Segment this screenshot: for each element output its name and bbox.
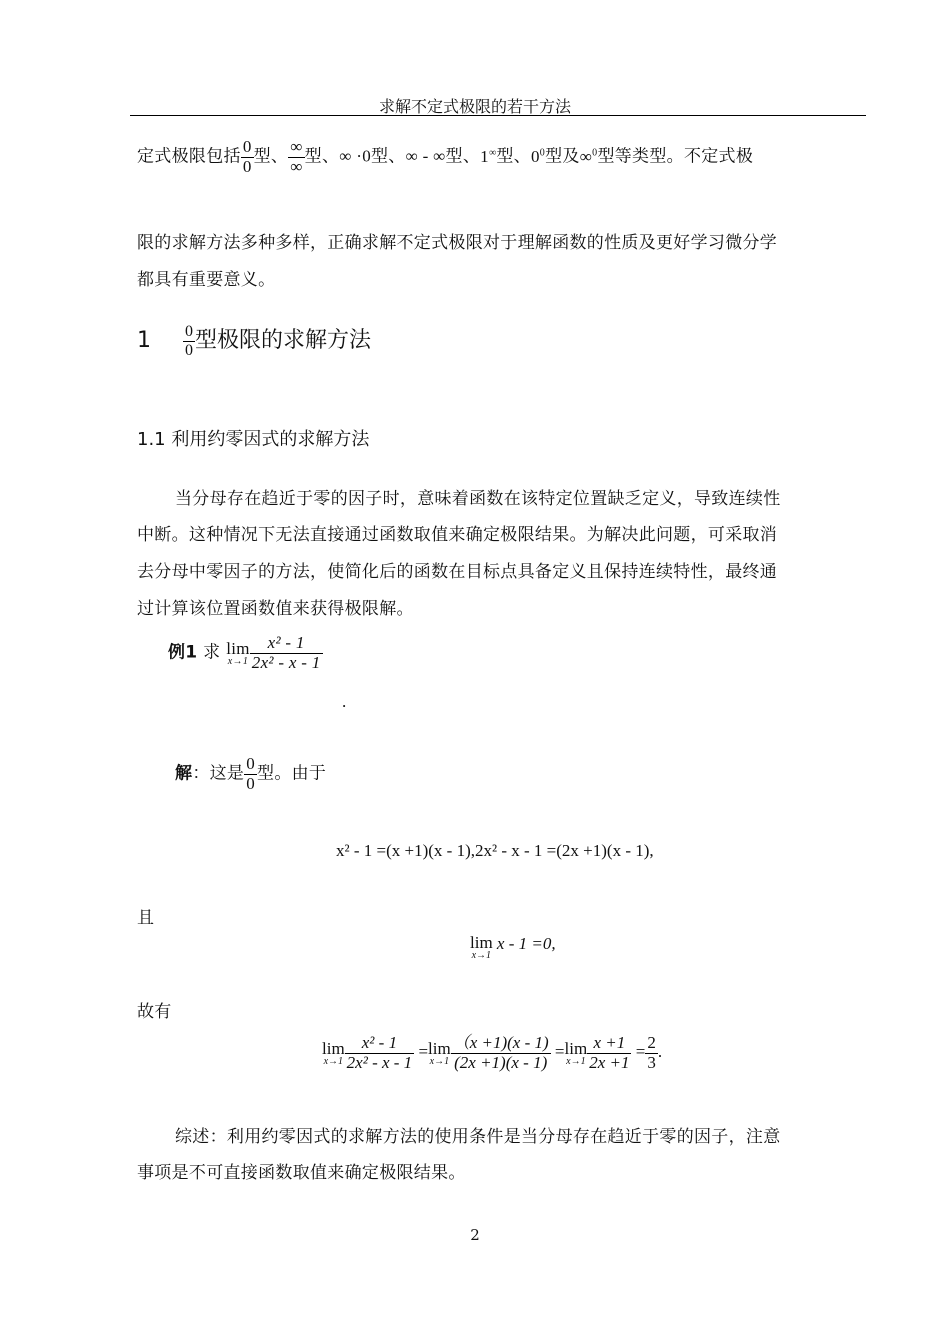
equals-sign: = — [554, 1042, 565, 1062]
paragraph-line: 当分母存在趋近于零的因子时，意味着函数在该特定位置缺乏定义，导致连续性 — [175, 489, 781, 509]
intro-line-2: 限的求解方法多种多样，正确求解不定式极限对于理解函数的性质及更好学习微分学 — [137, 233, 778, 253]
fraction-denominator: 2x² - x - 1 — [346, 1052, 413, 1072]
zero-over-zero-fraction — [183, 323, 195, 359]
running-header: 求解不定式极限的若干方法 — [378, 97, 571, 116]
power-exponent: 0 — [592, 147, 598, 159]
limit-operator — [322, 1040, 345, 1067]
fraction-denominator: 0 — [246, 773, 256, 793]
power-exponent: ∞ — [488, 147, 497, 159]
one-to-inf — [480, 147, 496, 166]
section-1-heading — [137, 323, 371, 359]
solution-line — [175, 755, 326, 793]
fraction-denominator: 2x +1 — [589, 1052, 630, 1072]
fraction-numerator: 0 — [246, 754, 256, 773]
fraction-numerator: 0 — [185, 323, 193, 340]
fraction-denominator: 0 — [185, 341, 193, 359]
power-base: 1 — [480, 146, 489, 166]
example-label: 例1 — [168, 642, 198, 663]
fraction-3 — [587, 1034, 631, 1072]
fraction-numerator: x +1 — [593, 1033, 626, 1052]
solution-label: 解 — [175, 763, 193, 784]
intro-prefix: 定式极限包括 — [137, 146, 241, 167]
section-title: 型极限的求解方法 — [195, 328, 372, 354]
page-number: 2 — [470, 1226, 480, 1244]
limit-operator — [226, 640, 250, 667]
and-label: 且 — [137, 908, 155, 928]
lim-subscript: x→1 — [227, 655, 249, 667]
paragraph-line: 过计算该位置函数值来获得极限解。 — [137, 599, 414, 619]
fraction-denominator: (2x +1)(x - 1) — [451, 1053, 551, 1073]
fraction-denominator: 3 — [647, 1052, 656, 1072]
fraction-2 — [451, 1034, 551, 1072]
result-equation — [322, 1034, 662, 1072]
lim-text: lim — [428, 1038, 451, 1058]
fraction-numerator: 2 — [647, 1033, 656, 1052]
zero-over-zero-fraction — [244, 755, 257, 793]
therefore-label: 故有 — [137, 1002, 172, 1022]
fraction-denominator: 0 — [242, 156, 252, 176]
lim-subscript: x→1 — [429, 1055, 450, 1067]
inf-to-zero — [580, 147, 598, 166]
factorization-equation: x² - 1 =(x +1)(x - 1),2x² - x - 1 =(2x +1)(x - 1), — [336, 841, 654, 860]
intro-line-1 — [137, 138, 753, 176]
inf-minus-inf: ∞ - ∞ — [405, 146, 446, 166]
fraction-denominator: 2x² - x - 1 — [251, 652, 321, 672]
solution-text: 型。由于 — [257, 763, 327, 784]
fraction-numerator: ∞ — [290, 137, 303, 156]
equation-end: . — [657, 1042, 663, 1062]
fraction-numerator: x² - 1 — [361, 1033, 398, 1052]
inf-times-zero: ∞ ·0 — [339, 146, 371, 166]
type-separator: 型、 — [496, 146, 531, 167]
type-separator: 型、 — [371, 146, 406, 167]
equals-sign: = — [635, 1042, 646, 1062]
limit-expression: x - 1 =0, — [496, 934, 556, 953]
example-period: . — [342, 692, 347, 711]
limit-operator — [565, 1040, 588, 1067]
power-base: 0 — [530, 146, 540, 166]
paragraph-line: 中断。这种情况下无法直接通过函数取值来确定极限结果。为解决此问题，可采取消 — [137, 525, 778, 545]
lim-subscript: x→1 — [323, 1055, 344, 1067]
type-separator: 型、 — [304, 146, 340, 167]
example-verb: 求 — [203, 642, 221, 663]
lim-subscript: x→1 — [566, 1055, 586, 1067]
intro-line-3: 都具有重要意义。 — [137, 270, 276, 290]
inf-over-inf-fraction — [288, 138, 304, 176]
type-separator: 型、 — [445, 146, 481, 167]
zero-to-zero — [531, 147, 545, 166]
solution-text: ：这是 — [192, 763, 245, 784]
intro-suffix: 型等类型。不定式极 — [597, 146, 754, 167]
header-rule — [130, 115, 866, 116]
section-1-1-heading: 1.1 利用约零因式的求解方法 — [137, 429, 370, 450]
section-number: 1 — [137, 328, 151, 354]
fraction-1 — [345, 1034, 415, 1072]
fraction-result — [645, 1034, 658, 1072]
fraction-numerator: （x +1)(x - 1) — [452, 1033, 549, 1052]
lim-text: lim — [226, 638, 250, 658]
limit-operator — [428, 1040, 451, 1067]
lim-text: lim — [322, 1038, 345, 1058]
summary-line: 综述：利用约零因式的求解方法的使用条件是当分母存在趋近于零的因子，注意 — [175, 1127, 781, 1147]
fraction-numerator: 0 — [242, 137, 252, 156]
example-fraction — [250, 634, 323, 672]
type-separator: 型及 — [545, 146, 580, 167]
power-exponent: 0 — [539, 147, 546, 159]
summary-line: 事项是不可直接函数取值来确定极限结果。 — [137, 1163, 466, 1183]
paragraph-line: 去分母中零因子的方法，使简化后的函数在目标点具备定义且保持连续特性，最终通 — [137, 562, 778, 582]
power-base: ∞ — [579, 146, 593, 166]
limit-operator — [470, 934, 493, 961]
zero-over-zero-fraction — [241, 138, 254, 176]
example-1 — [168, 634, 323, 672]
limit-equation — [470, 934, 556, 961]
lim-text: lim — [470, 933, 493, 952]
type-separator: 型、 — [253, 146, 289, 167]
fraction-denominator: ∞ — [290, 156, 303, 176]
lim-text: lim — [564, 1038, 588, 1058]
fraction-numerator: x² - 1 — [267, 633, 305, 652]
lim-subscript: x→1 — [471, 950, 492, 961]
equals-sign: = — [418, 1042, 429, 1062]
